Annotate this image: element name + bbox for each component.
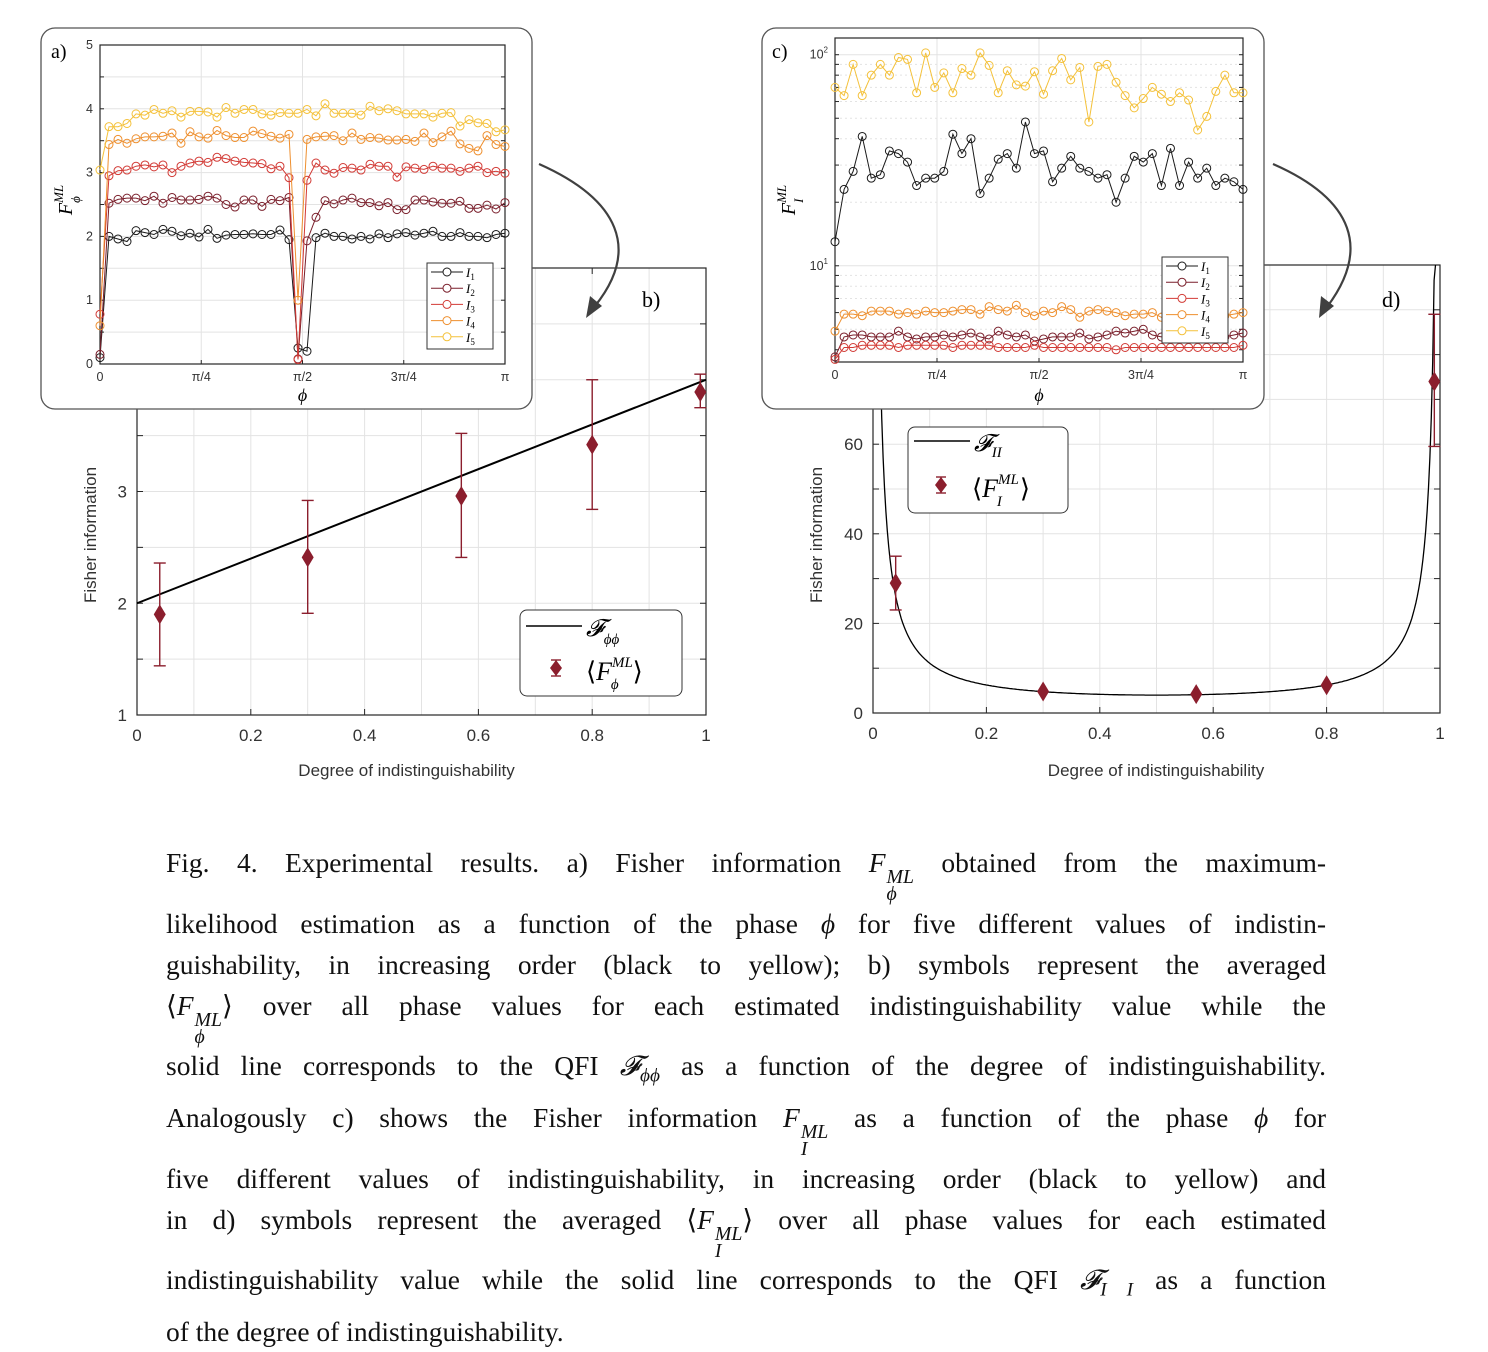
- legend-entry: $I_2$: [466, 281, 475, 299]
- diamond-marker-icon: [302, 547, 314, 567]
- x-tick-label: π/4: [927, 368, 947, 382]
- panel-label-b: b): [642, 287, 661, 312]
- data-point: [1321, 675, 1333, 695]
- math-symbol: ϕ: [1254, 1102, 1269, 1134]
- x-tick-label: 0.4: [352, 726, 377, 745]
- legend-entry: $I_5$: [466, 329, 475, 347]
- diamond-marker-icon: [1037, 681, 1049, 701]
- legend-entry: $I_3$: [1201, 291, 1210, 309]
- y-axis-label: $F^{ML}$ ϕ: [51, 184, 83, 216]
- panel-label-d: d): [1382, 287, 1401, 312]
- y-tick-label: 4: [86, 101, 93, 116]
- data-point: [1037, 681, 1049, 701]
- legend-avg-label: $⟨F^{ML}$ ϕ ⟩: [586, 655, 643, 693]
- caption-line: solid line corresponds to the QFI 𝓕$_{\phi\phi}$ as a function of the degree of indistinguishability.: [166, 1050, 1326, 1087]
- diamond-marker-icon: [1428, 371, 1440, 391]
- x-tick-label: π/4: [191, 370, 211, 384]
- panel-label-a: a): [51, 41, 67, 63]
- caption-line: ⟨F ML ϕ ⟩ over all phase values for each estimated indistinguishability value while the: [166, 989, 1326, 1048]
- panel-b-legend: [520, 610, 682, 696]
- legend-entry: $I_1$: [466, 265, 475, 282]
- panel-d-legend: [908, 427, 1068, 513]
- x-tick-label: π: [500, 370, 510, 384]
- legend-avg-label: $⟨F^{ML}$ I ⟩: [972, 472, 1031, 510]
- y-tick-label: $10^1$: [809, 256, 828, 273]
- x-tick-label: 3π/4: [1127, 368, 1155, 382]
- legend-qfi-label: 𝓕$_{\phi\phi}$: [586, 616, 620, 648]
- diamond-marker-icon: [455, 486, 467, 506]
- legend-entry: $I_5$: [1201, 323, 1210, 341]
- x-tick-label: 0: [831, 368, 839, 382]
- y-tick-label: 2: [117, 594, 127, 614]
- x-tick-label: 1: [1435, 724, 1445, 743]
- data-point: [586, 380, 598, 510]
- data-point: [455, 433, 467, 557]
- inset-legend: [1162, 257, 1228, 343]
- arrow-a-to-b-icon: [539, 164, 619, 318]
- data-point: [890, 556, 902, 610]
- inset-frame: [41, 28, 532, 409]
- y-tick-label: 20: [844, 614, 863, 634]
- data-point: [694, 374, 706, 408]
- x-tick-label: π/2: [1029, 368, 1049, 382]
- y-tick-label: 1: [86, 293, 93, 308]
- figure-caption: [166, 842, 1326, 1352]
- x-tick-label: 0: [96, 370, 104, 384]
- caption-line: five different values of indistinguishability, in increasing order (black to yellow) and: [166, 1162, 1326, 1194]
- y-tick-label: 40: [844, 524, 863, 544]
- y-axis-label: Fisher information: [807, 466, 826, 604]
- math-symbol: F ML I: [783, 1102, 829, 1160]
- diamond-marker-icon: [1190, 684, 1202, 704]
- caption-line: guishability, in increasing order (black to yellow); b) symbols represent the averaged: [166, 948, 1326, 980]
- x-tick-label: 0: [132, 726, 142, 745]
- caption-line: indistinguishability value while the solid line corresponds to the QFI 𝓕$_{I I}$ as a function: [166, 1264, 1326, 1301]
- x-tick-label: 0.8: [580, 726, 605, 745]
- y-tick-label: 5: [86, 38, 93, 52]
- inset-legend: [427, 263, 493, 349]
- data-point: [302, 500, 314, 613]
- y-tick-label: $10^2$: [809, 45, 828, 62]
- legend-entry: $I_4$: [1201, 307, 1210, 325]
- diamond-marker-icon: [1321, 675, 1333, 695]
- y-tick-label: 0: [86, 357, 93, 371]
- x-tick-label: 0.6: [466, 726, 491, 745]
- panel-label-c: c): [772, 41, 788, 63]
- y-tick-label: 3: [86, 165, 93, 180]
- x-tick-label: 0.6: [1201, 724, 1226, 743]
- x-axis-label: ϕ: [297, 385, 308, 405]
- x-tick-label: 0.2: [238, 726, 263, 745]
- data-point: [1428, 314, 1440, 446]
- math-symbol: ϕ: [820, 907, 836, 939]
- diamond-marker-icon: [694, 382, 706, 402]
- math-symbol: 𝓕$_{I I}$: [1079, 1264, 1134, 1301]
- diamond-marker-icon: [154, 604, 166, 624]
- diamond-marker-icon: [890, 573, 902, 593]
- x-tick-label: 0.2: [974, 724, 999, 743]
- x-tick-label: 0: [868, 724, 878, 743]
- legend-entry: $I_1$: [1201, 259, 1210, 276]
- panel-c-inset: [762, 28, 1264, 409]
- caption-line: of the degree of indistinguishability.: [166, 1316, 564, 1348]
- x-tick-label: π: [1238, 368, 1248, 382]
- x-tick-label: 0.4: [1087, 724, 1112, 743]
- x-tick-label: 0.8: [1314, 724, 1339, 743]
- y-tick-label: 3: [117, 482, 127, 502]
- x-tick-label: 3π/4: [390, 370, 417, 384]
- y-tick-label: 0: [853, 704, 863, 723]
- y-axis-label: $F^{ML}$ I: [774, 184, 806, 216]
- panel-a-inset: [41, 28, 532, 409]
- x-tick-label: π/2: [292, 370, 313, 384]
- math-symbol: F ML I: [697, 1203, 743, 1262]
- legend-qfi-label: 𝓕$_{II}$: [974, 431, 1002, 461]
- caption-line: Analogously c) shows the Fisher information F ML I as a function of the phase ϕ for: [166, 1102, 1326, 1160]
- x-axis-label: Degree of indistinguishability: [298, 761, 515, 780]
- math-symbol: F ML ϕ: [868, 847, 914, 905]
- legend-entry: $I_3$: [466, 297, 475, 315]
- y-tick-label: 60: [844, 435, 863, 455]
- y-tick-label: 2: [86, 229, 93, 244]
- y-axis-label: Fisher information: [81, 466, 100, 604]
- y-tick-label: 1: [117, 706, 127, 725]
- math-symbol: F ML ϕ: [176, 989, 223, 1048]
- legend-entry: $I_2$: [1201, 275, 1210, 293]
- caption-line: likelihood estimation as a function of the phase ϕ for five different values of indistin-: [166, 907, 1326, 939]
- data-point: [1190, 684, 1202, 704]
- caption-line: in d) symbols represent the averaged ⟨F ML I ⟩ over all phase values for each estimated: [166, 1203, 1326, 1262]
- data-point: [154, 563, 166, 666]
- diamond-marker-icon: [586, 435, 598, 455]
- x-axis-label: Degree of indistinguishability: [1047, 761, 1265, 780]
- arrow-c-to-d-icon: [1273, 164, 1350, 318]
- x-tick-label: 1: [701, 726, 711, 745]
- caption-line: Fig. 4. Experimental results. a) Fisher information F ML ϕ obtained from the maximum-: [166, 847, 1326, 905]
- legend-entry: $I_4$: [466, 313, 475, 331]
- x-axis-label: ϕ: [1034, 385, 1044, 405]
- math-symbol: 𝓕$_{\phi\phi}$: [619, 1050, 660, 1087]
